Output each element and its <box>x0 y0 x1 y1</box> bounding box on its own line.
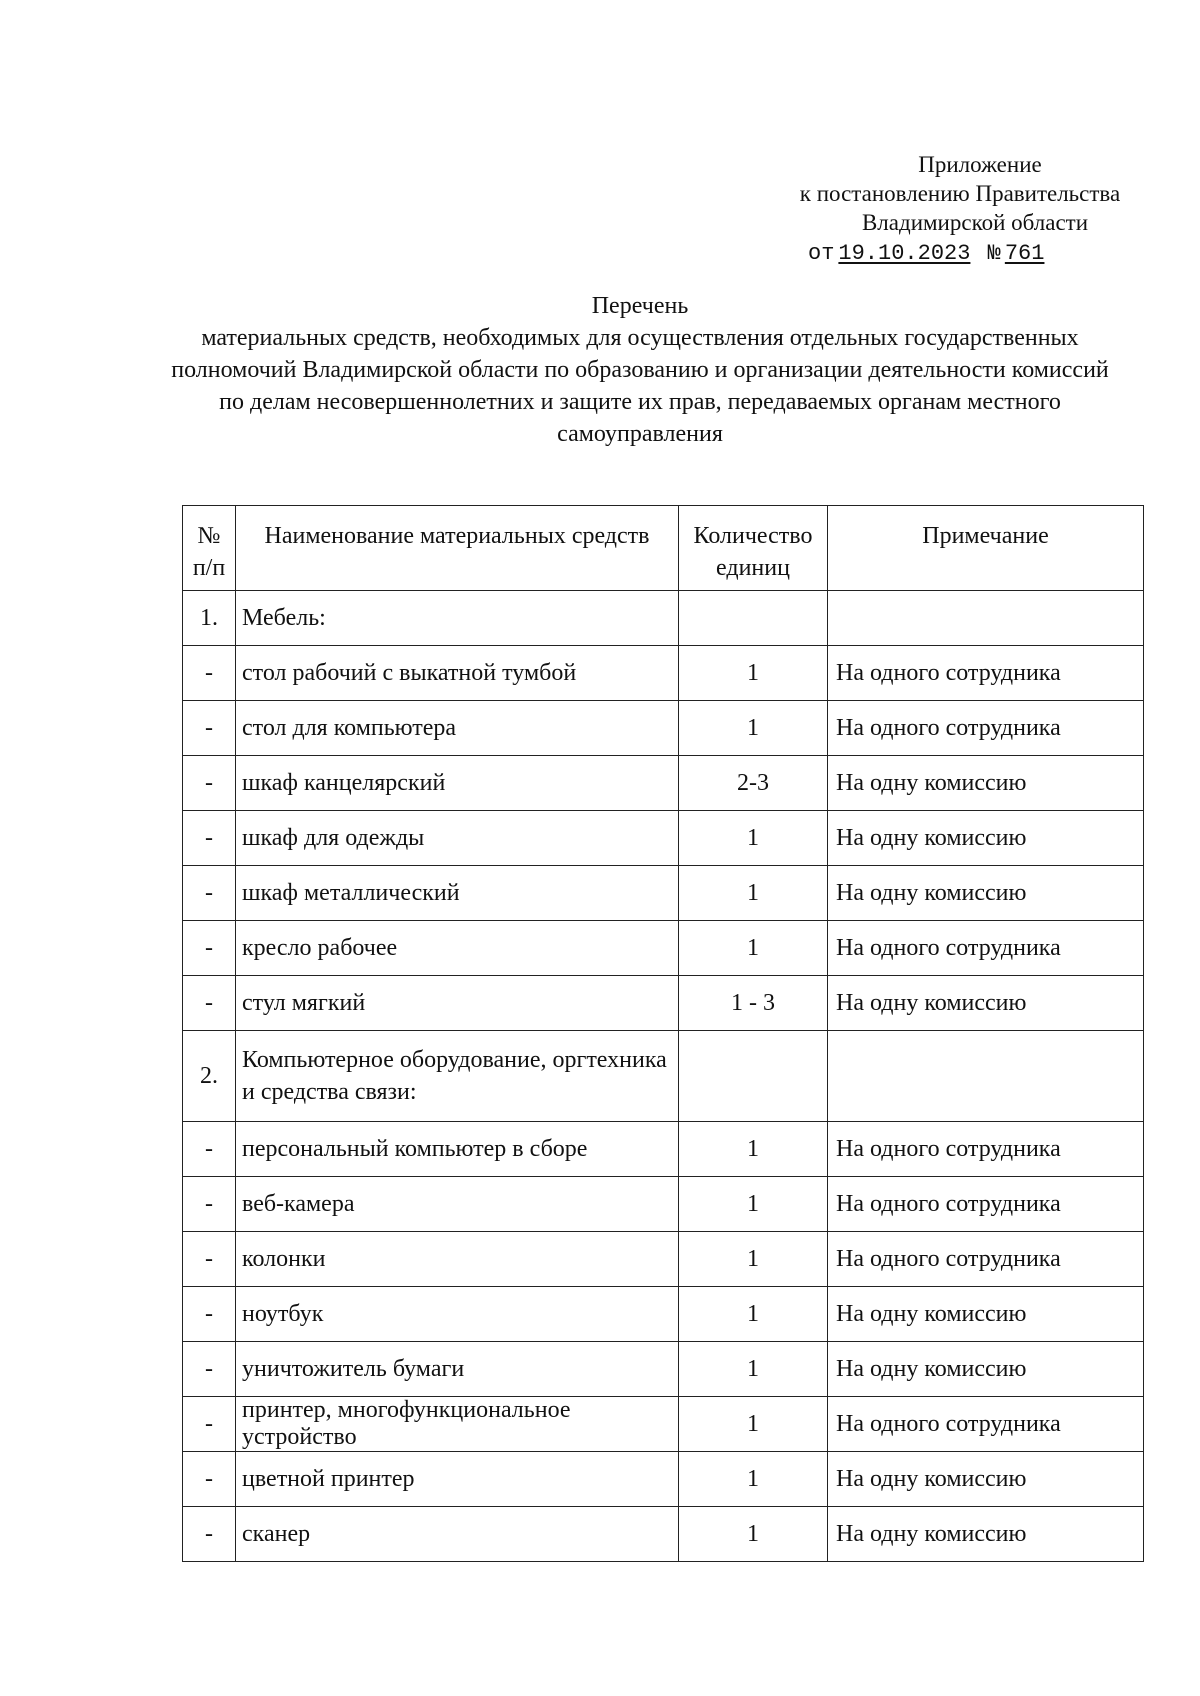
number-prefix: № <box>987 241 1001 266</box>
materials-table <box>182 505 1144 1562</box>
header-note: Примечание <box>828 506 1144 591</box>
cell-name: кресло рабочее <box>236 921 679 976</box>
cell-note: На одну комиссию <box>828 1507 1144 1562</box>
cell-num: - <box>183 1397 236 1452</box>
cell-qty: 1 <box>679 1507 828 1562</box>
cell-num: - <box>183 1232 236 1287</box>
cell-note: На одного сотрудника <box>828 1177 1144 1232</box>
cell-num: - <box>183 701 236 756</box>
cell-num: - <box>183 1122 236 1177</box>
cell-note: На одного сотрудника <box>828 1397 1144 1452</box>
table-row <box>183 1287 1144 1342</box>
table-row <box>183 1452 1144 1507</box>
cell-num: - <box>183 646 236 701</box>
table-row <box>183 976 1144 1031</box>
cell-note <box>828 1031 1144 1122</box>
cell-qty: 1 <box>679 1452 828 1507</box>
table-row <box>183 1031 1144 1122</box>
appendix-line-1: Приложение <box>918 152 1042 177</box>
table-row <box>183 1232 1144 1287</box>
table-row <box>183 921 1144 976</box>
cell-note: На одну комиссию <box>828 811 1144 866</box>
cell-name: принтер, многофункциональное устройство <box>236 1397 679 1452</box>
cell-name: уничтожитель бумаги <box>236 1342 679 1397</box>
cell-name: персональный компьютер в сборе <box>236 1122 679 1177</box>
cell-qty: 1 <box>679 1287 828 1342</box>
header-qty: Количество единиц <box>679 506 828 591</box>
appendix-date: 19.10.2023 <box>838 241 971 266</box>
cell-qty: 1 <box>679 1342 828 1397</box>
cell-note: На одну комиссию <box>828 976 1144 1031</box>
cell-num: 1. <box>183 591 236 646</box>
table-body <box>183 591 1144 1562</box>
title-subtitle: материальных средств, необходимых для осуществления отдельных государственных полномочий Владимирской области по образованию и организации деятельности комиссий по делам несовершеннолетних и защите их прав, передаваемых органам местного самоуправления <box>171 325 1109 447</box>
cell-note: На одного сотрудника <box>828 701 1144 756</box>
appendix-number: 761 <box>1004 241 1045 266</box>
cell-name: стол рабочий с выкатной тумбой <box>236 646 679 701</box>
header-name: Наименование материальных средств <box>236 506 679 591</box>
cell-note: На одну комиссию <box>828 866 1144 921</box>
cell-num: - <box>183 1507 236 1562</box>
cell-note: На одного сотрудника <box>828 646 1144 701</box>
cell-name: шкаф канцелярский <box>236 756 679 811</box>
cell-qty <box>679 1031 828 1122</box>
cell-qty: 1 <box>679 646 828 701</box>
cell-qty: 1 <box>679 866 828 921</box>
cell-qty <box>679 591 828 646</box>
cell-num: - <box>183 866 236 921</box>
cell-name: стол для компьютера <box>236 701 679 756</box>
cell-num: - <box>183 1452 236 1507</box>
cell-note: На одну комиссию <box>828 1342 1144 1397</box>
table-row <box>183 756 1144 811</box>
date-prefix: от <box>808 241 835 266</box>
cell-name: Компьютерное оборудование, оргтехника и средства связи: <box>236 1031 679 1122</box>
cell-name: колонки <box>236 1232 679 1287</box>
cell-note: На одну комиссию <box>828 1287 1144 1342</box>
cell-qty: 1 <box>679 1177 828 1232</box>
cell-qty: 1 <box>679 1397 828 1452</box>
cell-note: На одного сотрудника <box>828 1232 1144 1287</box>
cell-note: На одного сотрудника <box>828 921 1144 976</box>
appendix-line-3: Владимирской области <box>861 210 1089 235</box>
table-row <box>183 1397 1144 1452</box>
table-row <box>183 591 1144 646</box>
cell-note: На одну комиссию <box>828 756 1144 811</box>
cell-num: - <box>183 756 236 811</box>
cell-qty: 1 <box>679 1232 828 1287</box>
cell-qty: 1 <box>679 701 828 756</box>
cell-num: - <box>183 1177 236 1232</box>
cell-name: стул мягкий <box>236 976 679 1031</box>
cell-name: сканер <box>236 1507 679 1562</box>
cell-num: - <box>183 811 236 866</box>
table-row <box>183 811 1144 866</box>
cell-num: - <box>183 1287 236 1342</box>
cell-qty: 1 - 3 <box>679 976 828 1031</box>
table-row <box>183 646 1144 701</box>
document-title <box>160 290 1120 450</box>
cell-num: - <box>183 976 236 1031</box>
cell-name: шкаф металлический <box>236 866 679 921</box>
appendix-date-line <box>770 239 1150 268</box>
cell-qty: 1 <box>679 1122 828 1177</box>
cell-num: - <box>183 921 236 976</box>
cell-qty: 2-3 <box>679 756 828 811</box>
table-row <box>183 1122 1144 1177</box>
cell-name: веб-камера <box>236 1177 679 1232</box>
cell-note: На одну комиссию <box>828 1452 1144 1507</box>
table-row <box>183 1177 1144 1232</box>
cell-num: - <box>183 1342 236 1397</box>
cell-qty: 1 <box>679 921 828 976</box>
cell-qty: 1 <box>679 811 828 866</box>
appendix-line-2: к постановлению Правительства <box>799 181 1121 206</box>
cell-name: шкаф для одежды <box>236 811 679 866</box>
cell-name: Мебель: <box>236 591 679 646</box>
table-header-row <box>183 506 1144 591</box>
cell-num: 2. <box>183 1031 236 1122</box>
cell-note <box>828 591 1144 646</box>
table-row <box>183 1507 1144 1562</box>
cell-note: На одного сотрудника <box>828 1122 1144 1177</box>
cell-name: цветной принтер <box>236 1452 679 1507</box>
table-row <box>183 701 1144 756</box>
cell-name: ноутбук <box>236 1287 679 1342</box>
title-heading: Перечень <box>591 293 689 319</box>
table-row <box>183 1342 1144 1397</box>
header-num: № п/п <box>183 506 236 591</box>
appendix-block <box>770 150 1150 268</box>
table-row <box>183 866 1144 921</box>
